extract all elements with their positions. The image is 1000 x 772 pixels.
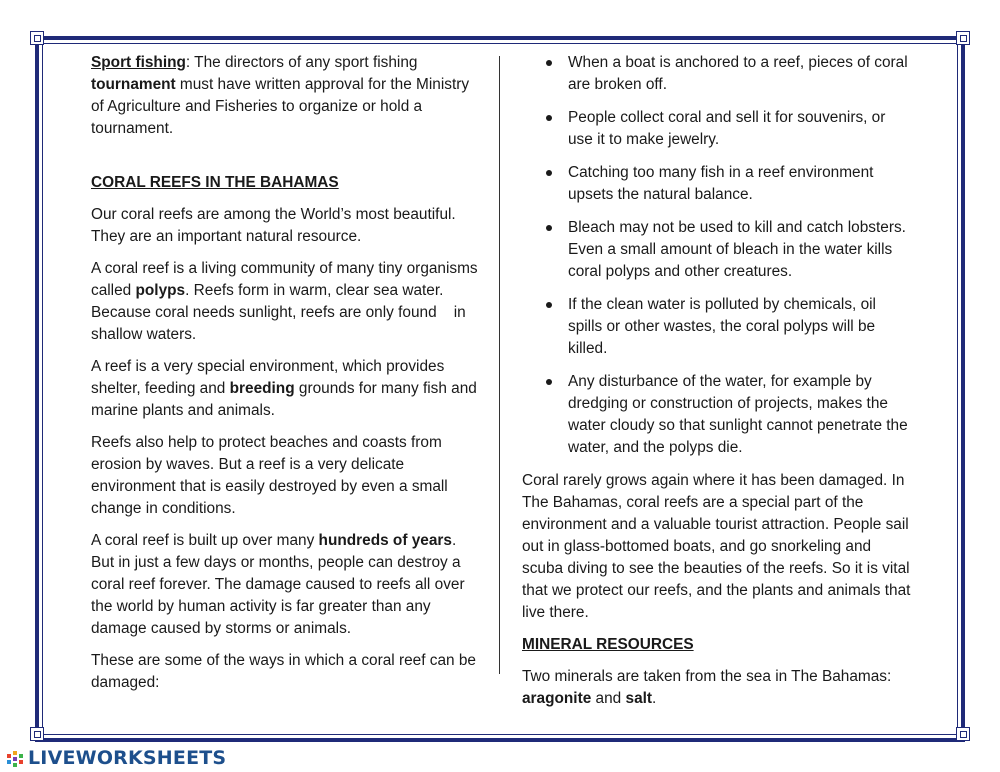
list-item: When a boat is anchored to a reef, pieces of coral are broken off. [522, 52, 914, 96]
coral-reefs-heading: CORAL REEFS IN THE BAHAMAS [91, 174, 339, 191]
corner-ornament-bottom-right [956, 727, 970, 741]
bullet-icon [546, 225, 552, 231]
corner-ornament-bottom-left [30, 727, 44, 741]
right-column [522, 52, 914, 720]
paragraph: These are some of the ways in which a coral reef can be damaged: [91, 652, 476, 691]
bullet-icon [546, 115, 552, 121]
paragraph: A reef is a very special environment, which provides shelter, feeding and breeding grounds for many fish and marine plants and animals. [91, 358, 477, 419]
sport-fishing-paragraph: Sport fishing: The directors of any sport fishing tournament must have written approval for the Ministry of Agriculture and Fisheries to organize or hold a tournament. [91, 54, 470, 137]
paragraph: Reefs also help to protect beaches and coasts from erosion by waves. But a reef is a very delicate environment that is easily destroyed by even a small change in conditions. [91, 434, 448, 517]
left-column [91, 52, 483, 704]
bullet-icon [546, 379, 552, 385]
paragraph: A coral reef is built up over many hundreds of years. But in just a few days or months, people can destroy a coral reef forever. The damage caused to reefs all over the world by human activity is far greater than any damage caused by storms or animals. [91, 532, 465, 637]
paragraph: Our coral reefs are among the World’s most beautiful. They are an important natural resource. [91, 206, 456, 245]
bullet-icon [546, 302, 552, 308]
list-item: If the clean water is polluted by chemicals, oil spills or other wastes, the coral polyps will be killed. [522, 294, 914, 360]
sport-fishing-term: Sport fishing [91, 54, 186, 71]
bullet-icon [546, 60, 552, 66]
mineral-resources-heading: MINERAL RESOURCES [522, 636, 694, 653]
liveworksheets-logo-icon [6, 748, 26, 768]
damage-list [522, 52, 914, 459]
list-item: Any disturbance of the water, for example by dredging or construction of projects, makes the water cloudy so that sunlight cannot penetrate the water, and the polyps die. [522, 371, 914, 459]
paragraph: A coral reef is a living community of many tiny organisms called polyps. Reefs form in warm, clear sea water. Because coral needs sunlight, reefs are only found in shallow waters. [91, 260, 478, 343]
liveworksheets-logo[interactable] [6, 747, 226, 769]
corner-ornament-top-left [30, 31, 44, 45]
corner-ornament-top-right [956, 31, 970, 45]
list-item: Bleach may not be used to kill and catch lobsters. Even a small amount of bleach in the water kills coral polyps and other creatures. [522, 217, 914, 283]
paragraph: Coral rarely grows again where it has been damaged. In The Bahamas, coral reefs are a special part of the environment and a valuable tourist attraction. People sail out in glass-bottomed boats, and go snorkeling and scuba diving to see the beauties of the reefs. So it is vital that we protect our reefs, and the plants and animals that live there. [522, 472, 911, 621]
list-item: People collect coral and sell it for souvenirs, or use it to make jewelry. [522, 107, 914, 151]
bullet-icon [546, 170, 552, 176]
paragraph: Two minerals are taken from the sea in The Bahamas: aragonite and salt. [522, 668, 892, 707]
list-item: Catching too many fish in a reef environment upsets the natural balance. [522, 162, 914, 206]
logo-text: LIVEWORKSHEETS [28, 747, 227, 769]
column-divider [499, 56, 500, 674]
